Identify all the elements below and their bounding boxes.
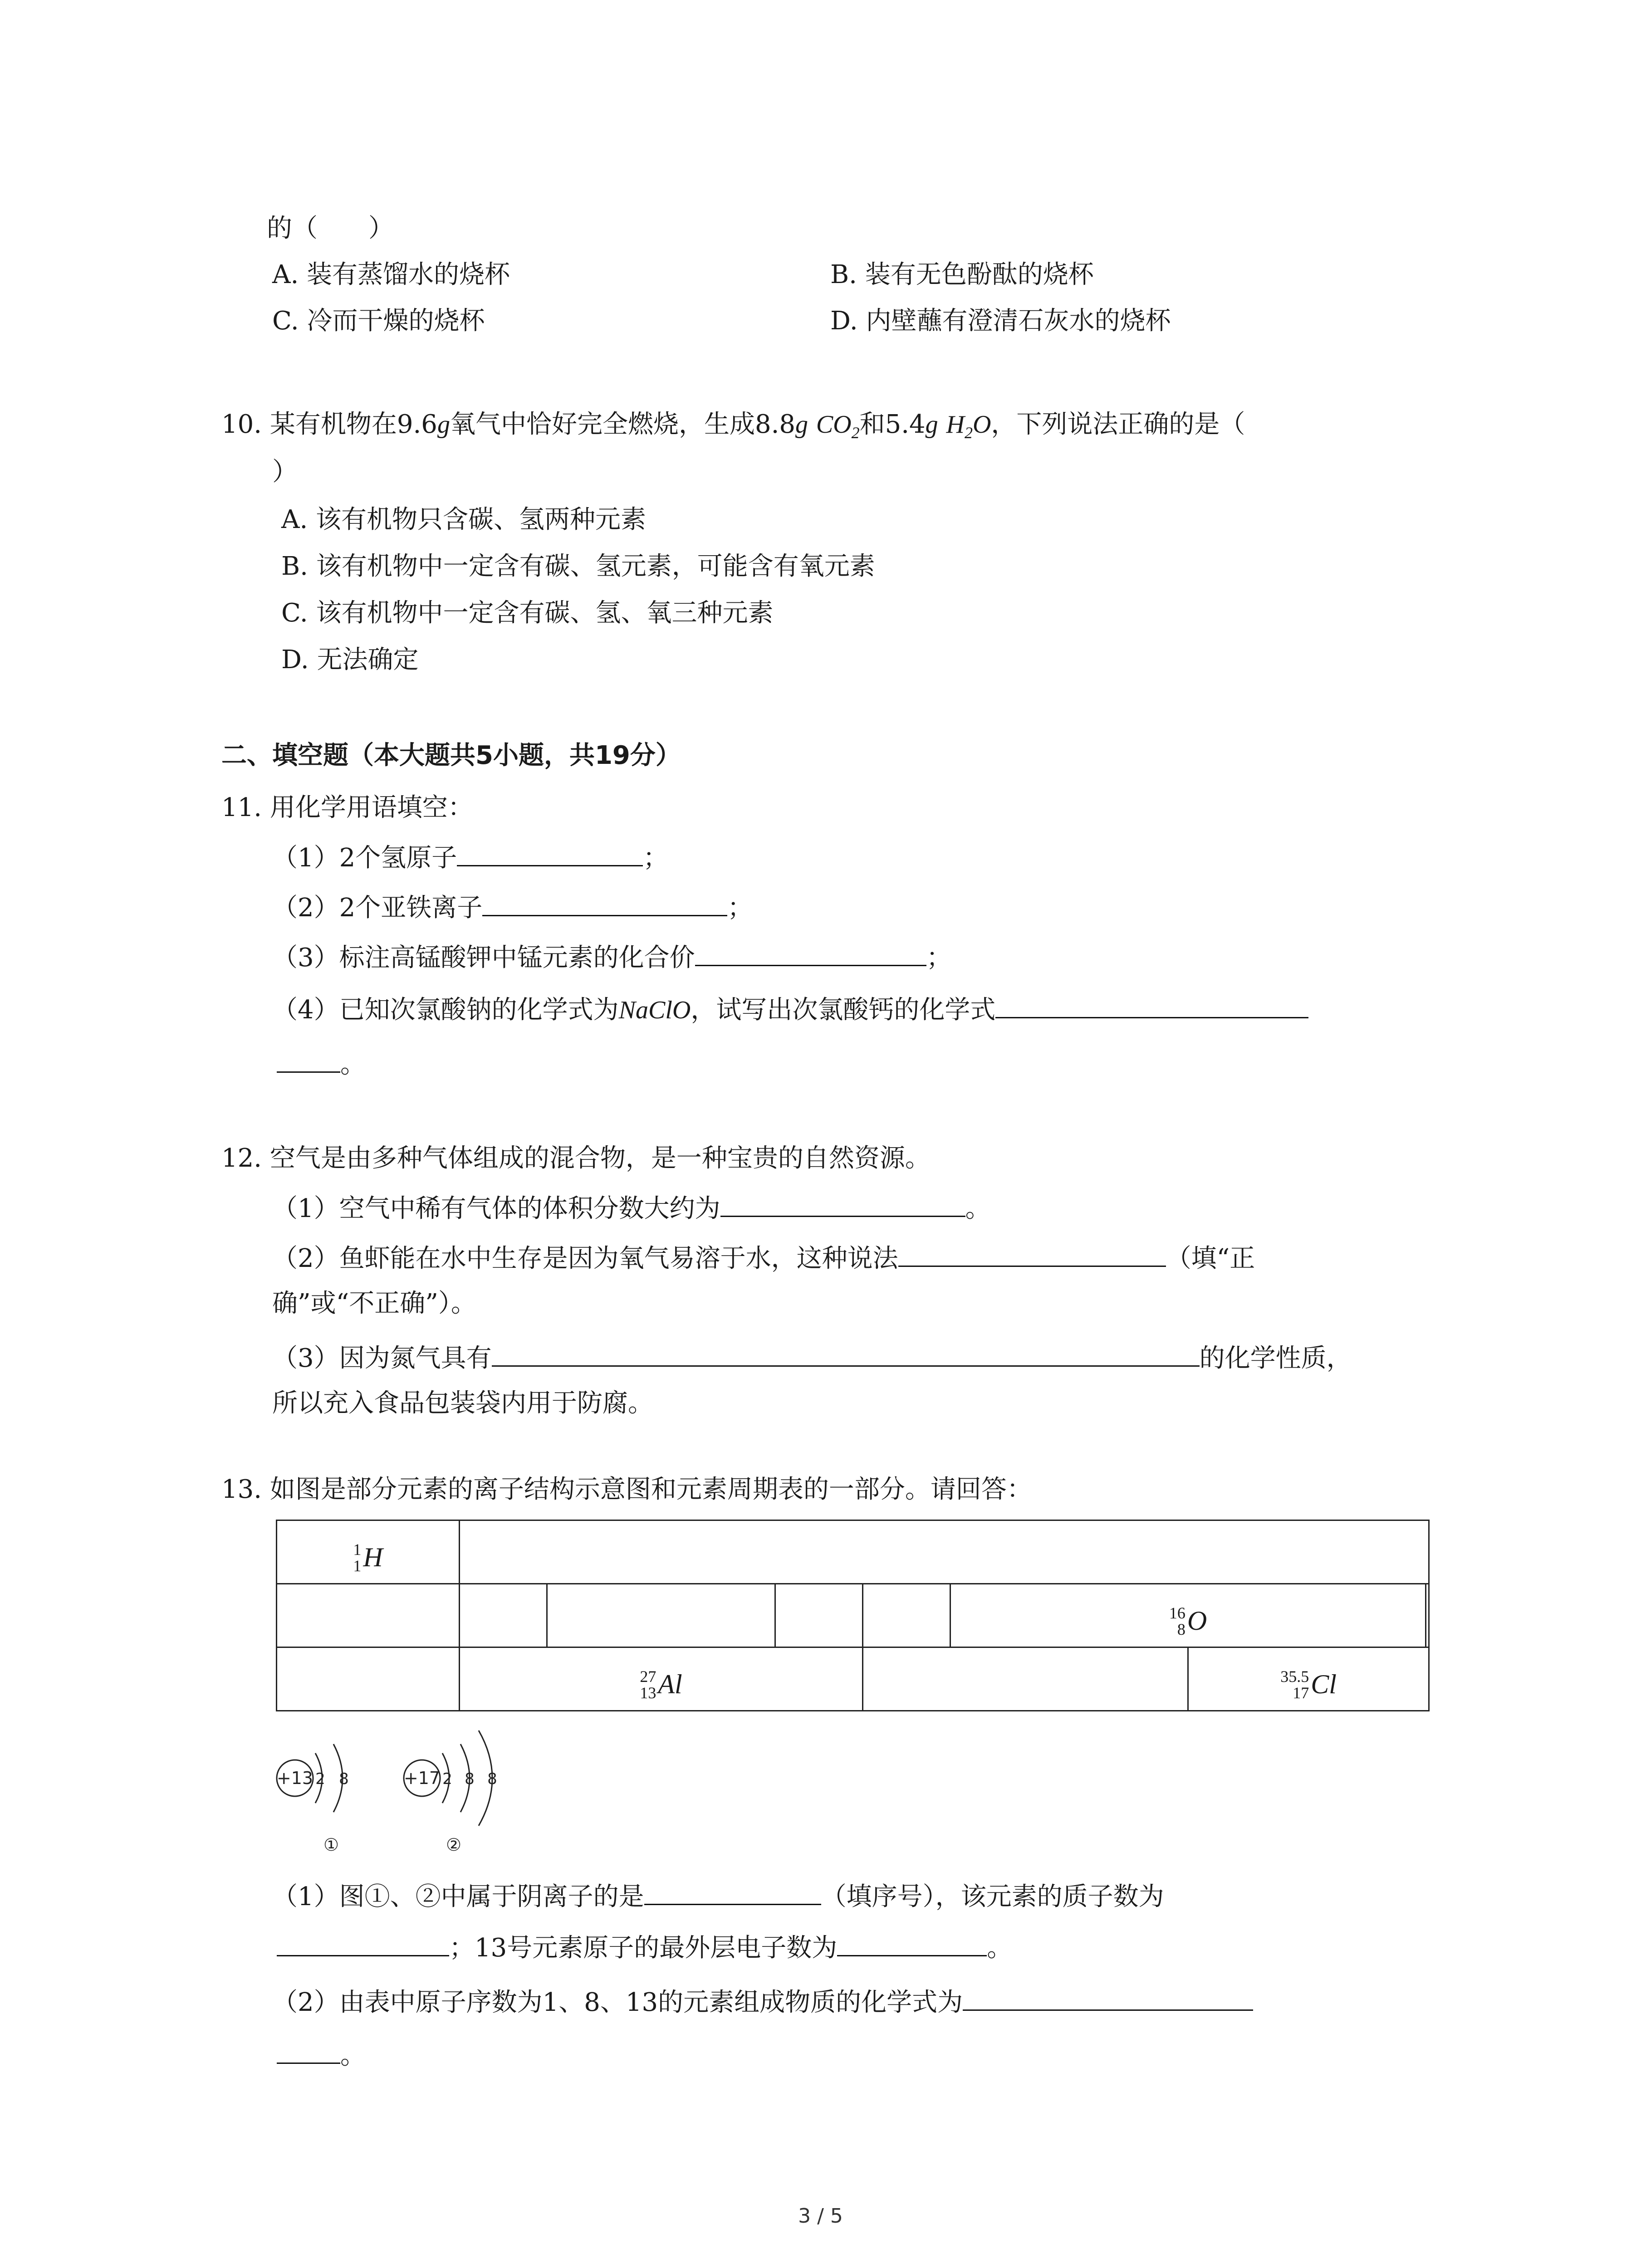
q9-continuation: 的（ ） — [267, 214, 394, 243]
q9-option-c: C. 冷而干燥的烧杯 — [272, 306, 485, 336]
periodic-table-excerpt — [276, 1520, 1430, 1711]
svg-text:+17: +17 — [403, 1768, 441, 1788]
empty-cell — [863, 1647, 1188, 1711]
q12-stem: 12. 空气是由多种气体组成的混合物，是一种宝贵的自然资源。 — [221, 1144, 931, 1173]
page-number: 3 / 5 — [798, 2204, 843, 2228]
q13-stem: 13. 如图是部分元素的离子结构示意图和元素周期表的一部分。请回答： — [221, 1475, 1032, 1504]
q12-part2: （2）鱼虾能在水中生存是因为氧气易溶于水，这种说法 （填“正 — [272, 1242, 1255, 1275]
q10-option-b: B. 该有机物中一定含有碳、氢元素，可能含有氧元素 — [281, 552, 875, 581]
q10-option-c: C. 该有机物中一定含有碳、氢、氧三种元素 — [281, 598, 774, 628]
answer-blank[interactable] — [277, 2039, 340, 2064]
ion-diagram-2 — [404, 1730, 497, 1855]
answer-blank[interactable] — [898, 1242, 1166, 1267]
cell-chlorine: 35.5 17 Cl — [1188, 1647, 1429, 1711]
q11-stem: 11. 用化学用语填空： — [221, 793, 473, 822]
q13-part2: （2）由表中原子序数为1、8、13的元素组成物质的化学式为 — [272, 1986, 1253, 2019]
empty-cell — [277, 1647, 460, 1711]
q10-number: 10. — [221, 410, 262, 439]
empty-cell — [863, 1584, 950, 1647]
q10-option-d: D. 无法确定 — [281, 645, 419, 675]
answer-blank[interactable] — [695, 941, 926, 966]
q11-part2: （2）2个亚铁离子 ； — [272, 891, 753, 924]
empty-cell — [1426, 1584, 1429, 1647]
q9-option-a: A. 装有蒸馏水的烧杯 — [272, 260, 510, 289]
q11-part1: （1）2个氢原子 ； — [272, 841, 668, 875]
cell-aluminium: 27 13 Al — [460, 1647, 863, 1711]
answer-blank[interactable] — [837, 1931, 987, 1956]
section-heading: 二、填空题（本大题共5小题，共19分） — [221, 741, 681, 770]
empty-cell — [775, 1584, 863, 1647]
answer-blank[interactable] — [644, 1880, 821, 1905]
answer-blank[interactable] — [720, 1192, 965, 1217]
q13-part2-continuation: 。 — [277, 2039, 366, 2072]
svg-text:①: ① — [323, 1835, 339, 1855]
formula-h2o: $H_2O$ — [946, 411, 991, 442]
answer-blank[interactable] — [482, 891, 727, 916]
empty-cell — [460, 1520, 1429, 1584]
answer-blank[interactable] — [277, 1048, 340, 1073]
q12-part1: （1）空气中稀有气体的体积分数大约为 。 — [272, 1192, 991, 1225]
answer-blank[interactable] — [995, 993, 1308, 1018]
q11-part4-continuation: 。 — [277, 1048, 366, 1081]
svg-text:+13: +13 — [276, 1768, 314, 1788]
ion-diagram-1 — [277, 1744, 349, 1855]
answer-blank[interactable] — [277, 1931, 449, 1956]
empty-cell — [547, 1584, 775, 1647]
empty-cell — [277, 1584, 460, 1647]
answer-blank[interactable] — [492, 1342, 1200, 1367]
svg-text:8: 8 — [487, 1770, 497, 1788]
q13-part1: （1）图①、②中属于阴离子的是 （填序号），该元素的质子数为 — [272, 1880, 1164, 1913]
answer-blank[interactable] — [457, 841, 643, 866]
q10-continuation: ） — [272, 457, 298, 487]
svg-text:8: 8 — [339, 1770, 349, 1788]
q13-part1-continuation: ；13号元素原子的最外层电子数为 。 — [277, 1931, 1012, 1965]
ion-structure-diagrams — [268, 1710, 540, 1864]
svg-text:2: 2 — [442, 1770, 452, 1788]
cell-oxygen: 16 8 O — [950, 1584, 1426, 1647]
svg-text:②: ② — [446, 1835, 462, 1855]
formula-naclo: NaClO — [618, 996, 691, 1024]
svg-text:8: 8 — [465, 1770, 475, 1788]
formula-co2: $CO_2$ — [816, 411, 860, 442]
answer-blank[interactable] — [963, 1986, 1253, 2011]
q12-part3-continuation: 所以充入食品包装袋内用于防腐。 — [272, 1388, 653, 1418]
q9-option-d: D. 内壁蘸有澄清石灰水的烧杯 — [830, 306, 1171, 336]
empty-cell — [460, 1584, 547, 1647]
q11-part4: （4）已知次氯酸钠的化学式为NaClO，试写出次氯酸钙的化学式 — [272, 993, 1308, 1026]
q11-part3: （3）标注高锰酸钾中锰元素的化合价 ； — [272, 941, 952, 974]
q9-option-b: B. 装有无色酚酞的烧杯 — [830, 260, 1094, 289]
q10-stem: 10. 某有机物在9.6g氧气中恰好完全燃烧，生成8.8g $CO_2$和5.4g $H_2O$，下列说法正确的是（ — [221, 410, 1245, 442]
svg-text:2: 2 — [315, 1770, 325, 1788]
q12-part2-continuation: 确”或“不正确”）。 — [272, 1289, 476, 1318]
cell-hydrogen: 1 1 H — [277, 1520, 460, 1584]
q12-part3: （3）因为氮气具有 的化学性质， — [272, 1342, 1352, 1375]
q10-option-a: A. 该有机物只含碳、氢两种元素 — [281, 505, 647, 534]
